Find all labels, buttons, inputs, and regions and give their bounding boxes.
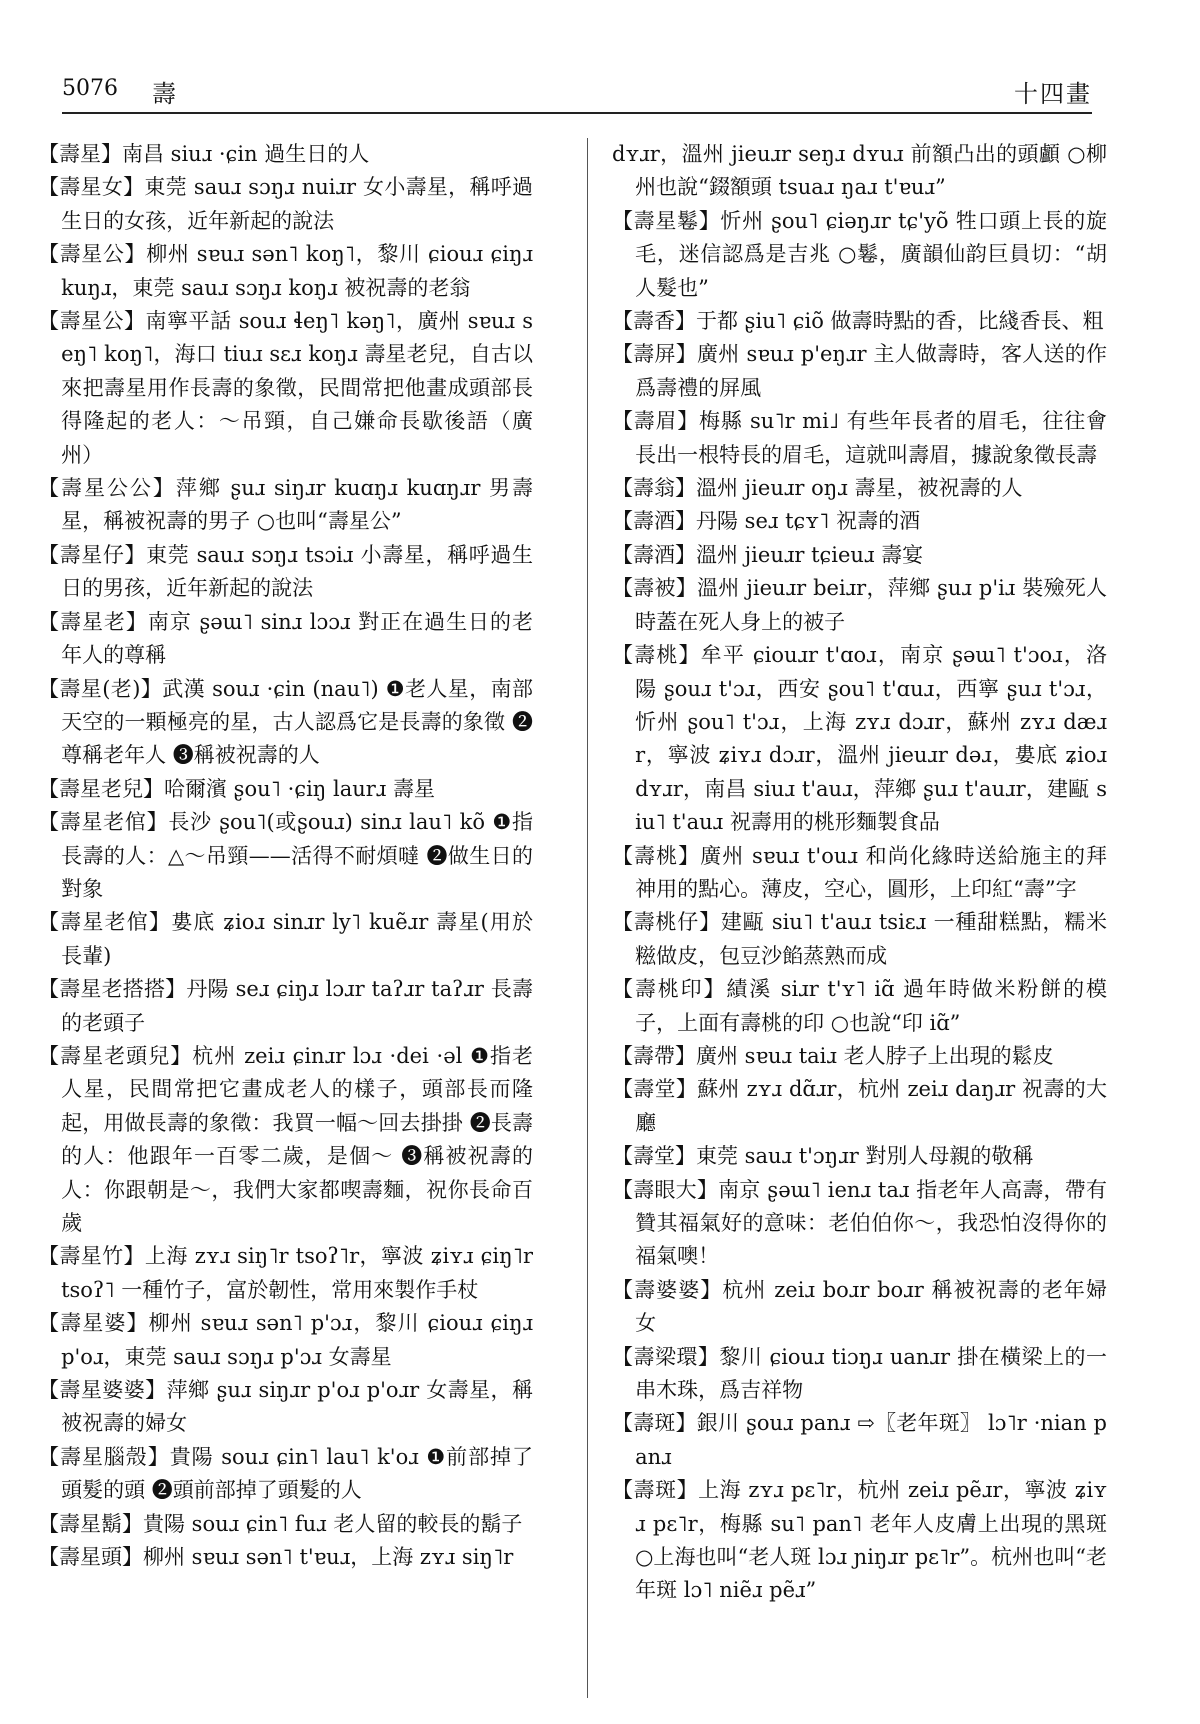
dictionary-entry: 【壽婆婆】杭州 zeiɹ boɹr boɹr 稱被祝壽的老年婦女 xyxy=(612,1277,1107,1336)
dictionary-entry: dʏɹr，溫州 jieuɹr seŋɹ dʏuɹ 前額凸出的頭顱 ○柳州也說“錣額頭 tsuaɹ ŋaɹ t'ɐuɹ” xyxy=(612,142,1107,200)
left-column xyxy=(38,138,533,1708)
head-character: 壽 xyxy=(152,80,176,108)
dictionary-entry: 【壽星老倌】婁底 ʑioɹ sinɹr ly˥ kuẽɹr 壽星(用於長輩) xyxy=(38,910,533,968)
page-number: 5076 xyxy=(62,76,118,101)
dictionary-entry: 【壽梁環】黎川 ɕiouɹ tiɔŋɹ uanɹr 掛在橫梁上的一串木珠，爲吉祥物 xyxy=(612,1344,1107,1403)
dictionary-entry: 【壽堂】東莞 sauɹ t'ɔŋɹr 對別人母親的敬稱 xyxy=(612,1144,1034,1169)
dictionary-entry: 【壽星公】南寧平話 souɹ ɬeŋ˥ kəŋ˥，廣州 sɐuɹ seŋ˥ koŋ˥，海口 tiuɹ sɛɹ koŋɹ 壽星老兒，自古以來把壽星用作長壽的象徵，民間常把他畫成頭部長得隆起的老人：～吊頸，自己嫌命長歇後語（廣州） xyxy=(38,309,533,467)
dictionary-entry: 【壽斑】銀川 ʂouɹ panɹ ⇨〖老年斑〗 lɔ˥r ·nian panɹ xyxy=(612,1411,1107,1469)
column-divider xyxy=(587,138,588,1698)
dictionary-entry: 【壽眉】梅縣 su˥r mi˩ 有些年長者的眉毛，往往會長出一根特長的眉毛，這就叫壽眉，據說象徵長壽 xyxy=(612,409,1107,467)
dictionary-entry: 【壽星婆婆】萍鄉 ʂuɹ siŋɹr p'oɹ p'oɹr 女壽星，稱被祝壽的婦女 xyxy=(38,1378,533,1436)
dictionary-entry: 【壽星頭】柳州 sɐuɹ sən˥ t'ɐuɹ，上海 zʏɹ siŋ˥r xyxy=(38,1545,514,1570)
dictionary-entry: 【壽星】南昌 siuɹ ·ɕin 過生日的人 xyxy=(38,142,370,166)
dictionary-entry: 【壽星老】南京 ʂəɯ˥ sinɹ lɔɔɹ 對正在過生日的老年人的尊稱 xyxy=(38,609,533,668)
dictionary-entry: 【壽星女】東莞 sauɹ sɔŋɹ nuiɹr 女小壽星，稱呼過生日的女孩，近年新起的說法 xyxy=(38,175,533,233)
dictionary-entry: 【壽星老頭兒】杭州 zeiɹ ɕinɹr lɔɹ ·dei ·əl ❶指老人星，民間常把它畫成老人的樣子，頭部長而隆起，用做長壽的象徵：我買一幅～回去掛掛 ❷長壽的人：他跟年一百零二歲，是個～ ❸稱被祝壽的人：你跟朝是～，我們大家都喫壽麵，祝你長命百歲 xyxy=(38,1043,533,1235)
dictionary-entry: 【壽香】于都 ʂiu˥ ɕiõ 做壽時點的香，比綫香長、粗 xyxy=(612,309,1104,334)
dictionary-entry: 【壽桃印】績溪 siɹr t'ʏ˥ iɑ̃ 過年時做米粉餅的模子，上面有壽桃的印 ○也說“印 iɑ̃” xyxy=(612,977,1107,1035)
dictionary-entry: 【壽星公】柳州 sɐuɹ sən˥ koŋ˥，黎川 ɕiouɹ ɕiŋɹ kuŋɹ，東莞 sauɹ sɔŋɹ koŋɹ 被祝壽的老翁 xyxy=(38,242,533,300)
dictionary-entry: 【壽星公公】萍鄉 ʂuɹ siŋɹr kuɑŋɹ kuɑŋɹr 男壽星，稱被祝壽的男子 ○也叫“壽星公” xyxy=(38,476,533,534)
dictionary-entry: 【壽斑】上海 zʏɹ pɛ˥r，杭州 zeiɹ pẽɹr，寧波 ʑiʏɹ pɛ˥r，梅縣 su˥ pan˥ 老年人皮膚上出現的黑斑 ○上海也叫“老人斑 lɔɹ ɲiŋɹr pɛ˥r”。杭州也叫“老年斑 lɔ˥ niẽɹ pẽɹ” xyxy=(612,1478,1107,1603)
dictionary-entry: 【壽堂】蘇州 zʏɹ dɑ̃ɹr，杭州 zeiɹ daŋɹr 祝壽的大廳 xyxy=(612,1077,1107,1135)
dictionary-entry: 【壽眼大】南京 ʂəɯ˥ ienɹ taɹ 指老年人高壽，帶有贊其福氣好的意味：老伯伯你～，我恐怕沒得你的福氣噢！ xyxy=(612,1177,1107,1269)
dictionary-entry: 【壽星(老)】武漢 souɹ ·ɕin (nau˥) ❶老人星，南部天空的一顆極亮的星，古人認爲它是長壽的象徵 ❷尊稱老年人 ❸稱被祝壽的人 xyxy=(38,676,533,768)
dictionary-entry: 【壽星老兒】哈爾濱 ʂou˥ ·ɕiŋ laurɹ 壽星 xyxy=(38,776,435,801)
dictionary-entry: 【壽酒】溫州 jieuɹr tɕieuɹ 壽宴 xyxy=(612,542,924,567)
dictionary-entry: 【壽星老搭搭】丹陽 seɹ ɕiŋɹ lɔɹr taʔɹr taʔɹr 長壽的老頭子 xyxy=(38,977,533,1035)
dictionary-entry: 【壽星鬈】忻州 ʂou˥ ɕiəŋɹr tɕ'yõ 牲口頭上長的旋毛，迷信認爲是吉兆 ○鬈，廣韻仙韵巨員切：“胡人髮也” xyxy=(612,208,1107,300)
page-header xyxy=(62,68,1092,114)
dictionary-entry: 【壽桃仔】建甌 siu˥ t'auɹ tsiɛɹ 一種甜糕點，糯米糍做皮，包豆沙餡蒸熟而成 xyxy=(612,910,1107,968)
dictionary-entry: 【壽星仔】東莞 sauɹ sɔŋɹ tsɔiɹ 小壽星，稱呼過生日的男孩，近年新起的說法 xyxy=(38,542,533,601)
dictionary-entry: 【壽星老倌】長沙 ʂou˥(或ʂouɹ) sinɹ lau˥ kõ ❶指長壽的人：△～吊頸——活得不耐煩噠 ❷做生日的對象 xyxy=(38,810,533,901)
dictionary-entry: 【壽星腦殼】貴陽 souɹ ɕin˥ lau˥ k'oɹ ❶前部掉了頭髮的頭 ❷頭前部掉了頭髮的人 xyxy=(38,1444,533,1503)
dictionary-entry: 【壽屏】廣州 sɐuɹ p'eŋɹr 主人做壽時，客人送的作爲壽禮的屏風 xyxy=(612,342,1107,400)
dictionary-entry: 【壽被】溫州 jieuɹr beiɹr，萍鄉 ʂuɹ p'iɹ 裝殮死人時蓋在死人身上的被子 xyxy=(612,576,1107,634)
dictionary-entry: 【壽帶】廣州 sɐuɹ taiɹ 老人脖子上出現的鬆皮 xyxy=(612,1043,1054,1068)
dictionary-entry: 【壽酒】丹陽 seɹ tɕʏ˥ 祝壽的酒 xyxy=(612,509,921,534)
dictionary-entry: 【壽桃】廣州 sɐuɹ t'ouɹ 和尚化緣時送給施主的拜神用的點心。薄皮，空心，圓形，上印紅“壽”字 xyxy=(612,843,1107,901)
dictionary-entry: 【壽桃】牟平 ɕiouɹr t'ɑoɹ，南京 ʂəɯ˥ t'ɔoɹ，洛陽 ʂouɹ t'ɔɹ，西安 ʂou˥ t'ɑuɹ，西寧 ʂuɹ t'ɔɹ，忻州 ʂou˥ t'ɔɹ，上海 zʏɹ dɔɹr，蘇州 zʏɹ dæɹr，寧波 ʑiʏɹ dɔɹr，溫州 jieuɹr dəɹ，婁底 ʑioɹ dʏɹr，南昌 siuɹ t'auɹ，萍鄉 ʂuɹ t'auɹr，建甌 siu˥ t'auɹ 祝壽用的桃形麵製食品 xyxy=(612,643,1107,835)
dictionary-entry: 【壽星竹】上海 zʏɹ siŋ˥r tsoʔ˥r，寧波 ʑiʏɹ ɕiŋ˥r tsoʔ˥ 一種竹子，富於韌性，常用來製作手杖 xyxy=(38,1244,533,1302)
right-column xyxy=(612,138,1107,1708)
dictionary-entry: 【壽翁】溫州 jieuɹr oŋɹ 壽星，被祝壽的人 xyxy=(612,476,1023,501)
stroke-section: 十四畫 xyxy=(1014,80,1092,108)
dictionary-entry: 【壽星婆】柳州 sɐuɹ sən˥ p'ɔɹ，黎川 ɕiouɹ ɕiŋɹ p'oɹ，東莞 sauɹ sɔŋɹ p'ɔɹ 女壽星 xyxy=(38,1311,533,1369)
dictionary-entry: 【壽星鬍】貴陽 souɹ ɕin˥ fuɹ 老人留的較長的鬍子 xyxy=(38,1511,523,1536)
